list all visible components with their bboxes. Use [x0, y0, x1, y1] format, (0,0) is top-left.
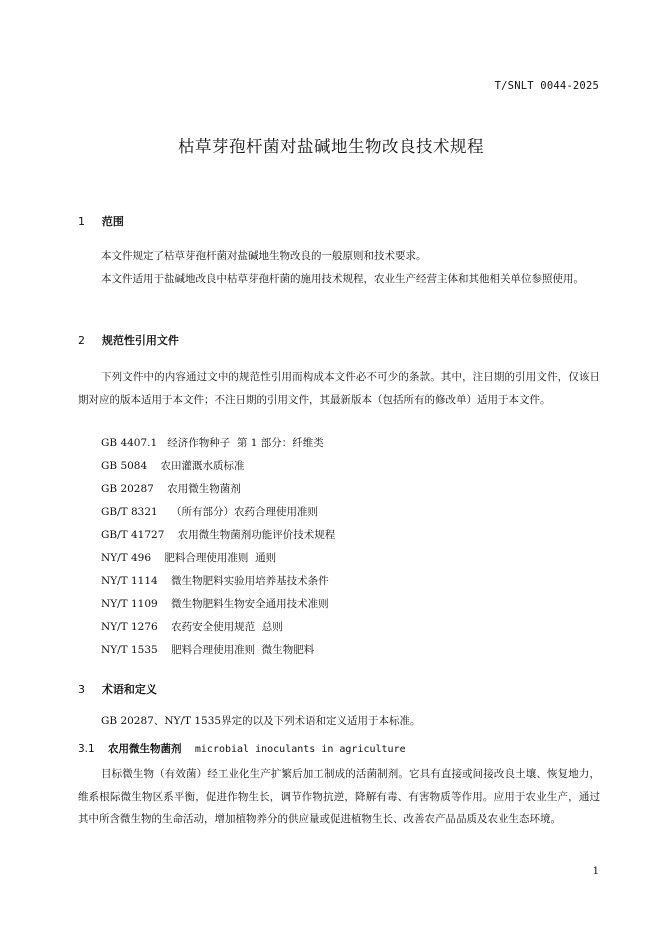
reference-item: NY/T 1109 微生物肥料生物安全通用技术准则	[101, 598, 329, 610]
reference-item: GB 20287 农用微生物菌剂	[101, 483, 241, 495]
section-number: 3	[78, 683, 85, 696]
normative-intro-paragraph: 下列文件中的内容通过文中的规范性引用而构成本文件必不可少的条款。其中，注日期的引用文件，仅该日期对应的版本适用于本文件；不注日期的引用文件，其最新版本（包括所有的修改单）适用于本文件。	[78, 371, 600, 406]
section-heading-terms-definitions	[78, 681, 157, 697]
reference-item: GB 5084 农田灌溉水质标准	[101, 460, 245, 472]
reference-item: NY/T 1535 肥料合理使用准则 微生物肥料	[101, 644, 315, 656]
term-definition-paragraph: 目标微生物（有效菌）经工业化生产扩繁后加工制成的活菌制剂。它具有直接或间接改良土壤、恢复地力，维系根际微生物区系平衡，促进作物生长，调节作物抗逆，降解有毒、有害物质等作用。应用于农业生产，通过其中所含微生物的生命活动，增加植物养分的供应量或促进植物生长、改善农产品品质及农业生态环境。	[78, 768, 600, 825]
reference-item: GB/T 41727 农用微生物菌剂功能评价技术规程	[101, 529, 336, 541]
scope-paragraph-1: 本文件规定了枯草芽孢杆菌对盐碱地生物改良的一般原则和技术要求。	[101, 250, 427, 262]
reference-item: NY/T 496 肥料合理使用准则 通则	[101, 552, 277, 564]
term-chinese-name: 农用微生物菌剂	[108, 743, 182, 755]
reference-item: NY/T 1114 微生物肥料实验用培养基技术条件	[101, 575, 329, 587]
reference-item: NY/T 1276 农药安全使用规范 总则	[101, 621, 283, 633]
document-title: 枯草芽孢杆菌对盐碱地生物改良技术规程	[178, 137, 484, 156]
section-number: 1	[78, 215, 85, 228]
section-number: 2	[78, 334, 85, 347]
section-title: 规范性引用文件	[101, 334, 179, 347]
term-english-name: microbial inoculants in agriculture	[194, 744, 406, 755]
reference-item: GB 4407.1 经济作物种子 第 1 部分：纤维类	[101, 437, 324, 449]
section-title: 术语和定义	[101, 683, 157, 696]
term-number: 3.1	[78, 743, 95, 755]
section-title: 范围	[101, 215, 124, 228]
section-heading-scope	[78, 213, 124, 229]
section-heading-normative-references	[78, 332, 179, 348]
terms-intro-paragraph: GB 20287、NY/T 1535界定的以及下列术语和定义适用于本标准。	[101, 715, 421, 727]
standard-code: T/SNLT 0044-2025	[494, 80, 599, 92]
reference-item: GB/T 8321 （所有部分）农药合理使用准则	[101, 506, 319, 518]
term-heading	[78, 741, 406, 756]
scope-paragraph-2: 本文件适用于盐碱地改良中枯草芽孢杆菌的施用技术规程，农业生产经营主体和其他相关单位参照使用。	[101, 273, 584, 285]
page-number: 1	[592, 866, 599, 877]
